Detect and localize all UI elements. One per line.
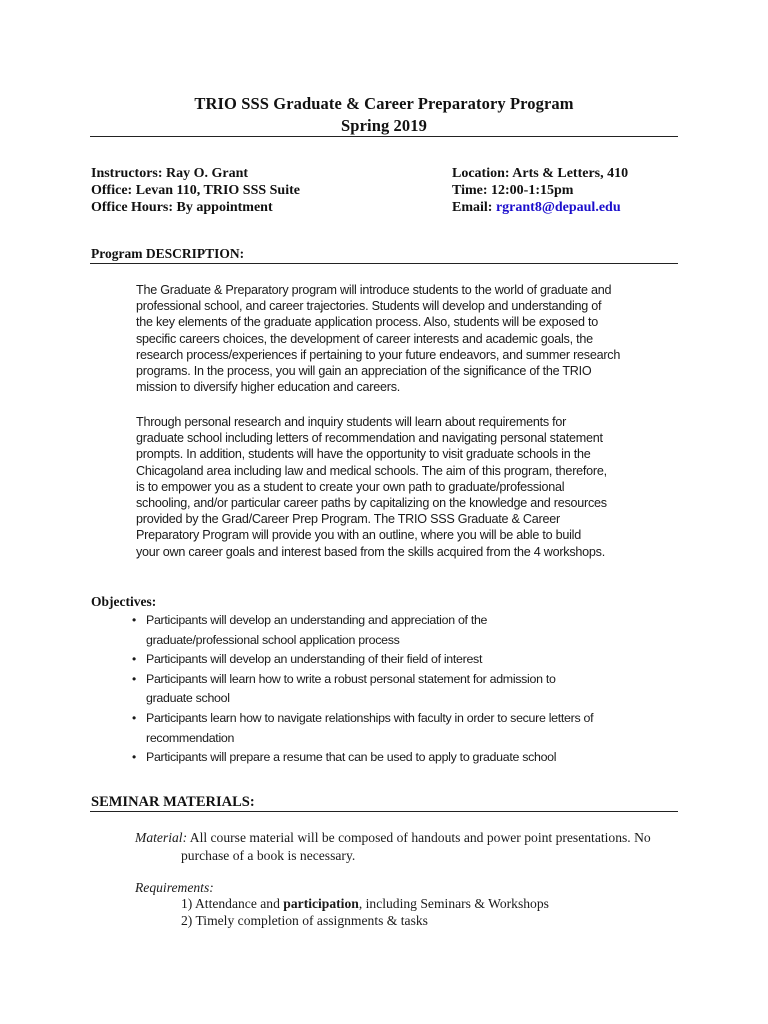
bullet-icon: • (132, 671, 136, 686)
material-label: Material: (135, 830, 188, 845)
email-line (452, 199, 628, 216)
objective-text: Participants will learn how to write a robust personal statement for admission to (146, 671, 556, 686)
objective-text: Participants will develop an understanding of their field of interest (146, 652, 483, 667)
bullet-icon: • (132, 710, 136, 725)
paragraph-line: The Graduate & Preparatory program will introduce students to the world of graduate and (136, 283, 612, 297)
description-paragraph-1 (136, 282, 656, 395)
time-line: Time: 12:00-1:15pm (452, 183, 574, 198)
header-divider (90, 136, 678, 137)
bullet-icon: • (132, 750, 136, 765)
paragraph-line: programs. In the process, you will gain an appreciation of the significance of the TRIO (136, 364, 592, 379)
requirement-1-prefix: 1) Attendance and (181, 896, 284, 911)
requirement-2: 2) Timely completion of assignments & tasks (181, 913, 428, 928)
objective-text: recommendation (146, 730, 235, 745)
seminar-divider (90, 811, 678, 812)
paragraph-line: provided by the Grad/Career Prep Program. The TRIO SSS Graduate & Career (136, 512, 560, 527)
objectives-heading: Objectives: (91, 594, 157, 609)
bullet-icon: • (132, 652, 136, 667)
requirements-label: Requirements: (135, 880, 214, 895)
requirement-1-suffix: , including Seminars & Workshops (358, 896, 549, 911)
bullet-icon: • (132, 613, 136, 627)
paragraph-line: Preparatory Program will provide you with an outline, where you will be able to build (136, 528, 581, 543)
description-paragraph-2 (136, 414, 656, 560)
office-line: Office: Levan 110, TRIO SSS Suite (91, 183, 300, 198)
email-label: Email: (452, 200, 496, 215)
material-line (135, 829, 651, 847)
requirement-1 (181, 895, 549, 913)
objective-text: graduate school (146, 691, 230, 706)
description-heading: Program DESCRIPTION: (91, 246, 245, 261)
document-term: Spring 2019 (341, 116, 427, 135)
email-link[interactable]: rgrant8@depaul.edu (495, 200, 621, 215)
paragraph-line: specific careers choices, the development of career interests and academic goals, the (136, 331, 593, 346)
instructor-info (91, 165, 300, 216)
description-divider (90, 263, 678, 264)
objective-item (130, 748, 650, 768)
course-info (452, 165, 628, 216)
paragraph-line: your own career goals and interest based from the skills acquired from the 4 workshops. (136, 544, 605, 559)
material-line-continued: purchase of a book is necessary. (181, 848, 356, 863)
paragraph-line: the key elements of the graduate application process. Also, students will be exposed to (136, 315, 599, 330)
instructors-line: Instructors: Ray O. Grant (91, 166, 249, 181)
location-line: Location: Arts & Letters, 410 (452, 166, 629, 181)
objective-item (130, 670, 650, 709)
objective-text: Participants will develop an understanding and appreciation of the (146, 613, 488, 627)
paragraph-line: prompts. In addition, students will have the opportunity to visit graduate schools in the (136, 447, 591, 462)
objectives-list (130, 611, 650, 768)
objective-item (130, 709, 650, 748)
paragraph-line: is to empower you as a student to create your own path to graduate/professional (136, 479, 565, 494)
requirement-1-emphasis: participation (283, 896, 359, 911)
material-text: All course material will be composed of handouts and power point presentations. No (187, 830, 651, 845)
paragraph-line: mission to diversify higher education and careers. (136, 380, 401, 395)
objective-item (130, 650, 650, 670)
paragraph-line: Chicagoland area including law and medical schools. The aim of this program, therefore, (136, 463, 607, 478)
paragraph-line: research process/experiences if pertaining to your future endeavors, and summer research (136, 347, 621, 362)
paragraph-line: Through personal research and inquiry students will learn about requirements for (136, 415, 567, 429)
office-hours-line: Office Hours: By appointment (91, 200, 273, 215)
paragraph-line: schooling, and/or particular career paths by capitalizing on the knowledge and resources (136, 496, 607, 511)
objective-text: Participants will prepare a resume that can be used to apply to graduate school (146, 750, 557, 765)
objective-item (130, 611, 650, 650)
paragraph-line: graduate school including letters of recommendation and navigating personal statement (136, 431, 603, 446)
objective-text: graduate/professional school application process (146, 632, 400, 647)
paragraph-line: professional school, and career trajectories. Students will develop and understanding of (136, 299, 602, 314)
document-title: TRIO SSS Graduate & Career Preparatory Program (194, 94, 574, 113)
objective-text: Participants learn how to navigate relationships with faculty in order to secure letters of (146, 710, 594, 725)
seminar-materials-heading: SEMINAR MATERIALS: (91, 794, 255, 810)
